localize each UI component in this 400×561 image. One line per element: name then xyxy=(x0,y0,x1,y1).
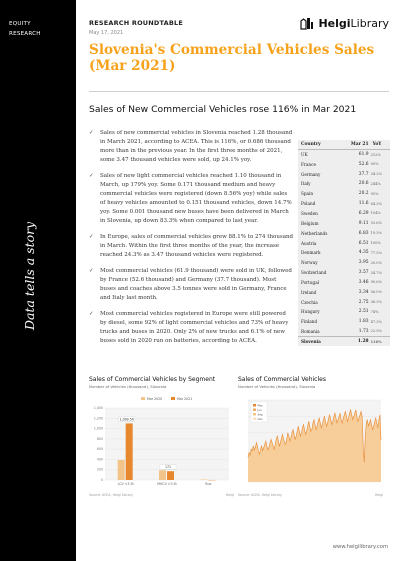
cell-value: 1.73 xyxy=(358,328,369,334)
table-row xyxy=(298,189,390,199)
cell-value: 9.11 xyxy=(358,220,369,226)
tag-line-2: RESEARCH xyxy=(9,31,41,37)
bullet-list xyxy=(89,129,294,353)
cell-country: Italy xyxy=(301,181,311,187)
legend-swatch xyxy=(253,418,256,421)
cell-yoy: 95% xyxy=(370,162,379,167)
cell-value: 3.34 xyxy=(358,289,369,295)
cell-country: France xyxy=(301,161,316,167)
research-label: RESEARCH ROUNDTABLE xyxy=(89,19,184,27)
table-row xyxy=(298,297,390,307)
cell-country: Portugal xyxy=(301,279,320,285)
cell-country: Norway xyxy=(301,260,318,266)
table-row xyxy=(298,268,390,278)
cell-country: Denmark xyxy=(301,250,321,256)
y-tick-label: 400 xyxy=(96,457,103,462)
monthly-chart-title: Sales of Commercial Vehicles xyxy=(238,376,326,383)
footer-url[interactable]: www.helgilibrary.com xyxy=(332,544,388,550)
x-tick-label: MHCV >3.5t xyxy=(157,482,177,486)
cell-country: UK xyxy=(301,152,308,158)
legend-swatch xyxy=(253,413,256,416)
header-country: Country xyxy=(298,140,341,150)
data-label: 1,099.50 xyxy=(119,417,134,422)
segment-bar-chart xyxy=(89,392,234,492)
cell-yoy: 20.0% xyxy=(370,260,382,265)
table-row xyxy=(298,218,390,228)
monthly-sales-chart xyxy=(238,376,383,497)
legend-swatch xyxy=(141,397,145,400)
table-row xyxy=(298,228,390,238)
y-tick-label: 600 xyxy=(96,447,103,452)
cell-country: Switzerland xyxy=(301,270,327,276)
cell-value: 6.51 xyxy=(358,240,369,246)
table-row xyxy=(298,307,390,317)
bullet-item: ✓ In Europe, sales of commercial vehicles grew 88.1% to 274 thousand in March. Within the first three months of the year, the increase reached 24.3% as 3.47 thousand vehicles were registered. xyxy=(89,233,294,260)
cell-country: Austria xyxy=(301,240,317,246)
table-row xyxy=(298,150,390,160)
logo-text: HelgiLibrary xyxy=(318,17,389,30)
cell-yoy: 244% xyxy=(370,181,381,186)
bar xyxy=(167,471,174,480)
table-header-row xyxy=(298,140,390,150)
y-tick-label: 1,400 xyxy=(93,406,103,410)
cell-value: 4.35 xyxy=(358,250,369,256)
bullet-item: ✓ Most commercial vehicles registered in Europe were still powered by diesel, some 92% of light commercial vehicles and 73% of heavy trucks and buses in 2020. Only 2% of new trucks and 6.1% of new buses sold in 2020 run on batteries, according to ACEA. xyxy=(89,310,294,346)
bar xyxy=(118,460,125,480)
cell-value: 1.28 xyxy=(341,337,370,347)
publish-date: May 17, 2021 xyxy=(89,30,124,36)
page-title: Slovenia's Commercial Vehicles Sales (Mar 2021) xyxy=(89,42,375,74)
cell-yoy: 64.3% xyxy=(370,201,382,206)
cell-value: 6.29 xyxy=(358,210,369,216)
cell-yoy: 74% xyxy=(370,309,379,314)
cell-value: 2.75 xyxy=(358,299,369,305)
cell-yoy: 116% xyxy=(370,337,390,347)
cell-country: Germany xyxy=(301,171,321,177)
table-row xyxy=(298,169,390,179)
cell-country: Sweden xyxy=(301,210,318,216)
bar xyxy=(126,423,133,480)
table-row xyxy=(298,248,390,258)
section-subtitle: Sales of New Commercial Vehicles rose 116% in Mar 2021 xyxy=(89,104,357,115)
segment-chart-source: Source: ACEA, Helgi Library xyxy=(89,493,133,497)
segment-chart-subtitle: Number of Vehicles (thousand), Slovenia xyxy=(89,384,167,389)
y-tick-label: 800 xyxy=(96,436,103,441)
table-row xyxy=(298,159,390,169)
segment-chart-title: Sales of Commercial Vehicles by Segment xyxy=(89,376,216,383)
cell-country: Czechia xyxy=(301,299,318,305)
cell-value: 37.7 xyxy=(358,171,369,177)
segment-chart-footer xyxy=(89,493,234,497)
cell-value: 20.2 xyxy=(358,191,369,197)
header-yoy: YoY xyxy=(370,140,390,150)
bar xyxy=(200,479,207,480)
table-row xyxy=(298,209,390,219)
y-tick-label: 200 xyxy=(96,467,103,472)
cell-yoy: 77.5% xyxy=(370,250,382,255)
cell-value: 3.95 xyxy=(358,260,369,266)
legend-label: Sep xyxy=(257,412,263,417)
y-tick-label: 0 xyxy=(100,478,103,482)
header xyxy=(89,19,389,39)
cell-yoy: 92.6% xyxy=(370,221,382,226)
cell-yoy: 36.3% xyxy=(370,300,382,305)
cell-yoy: 19.3% xyxy=(370,231,382,236)
cell-value: 2.51 xyxy=(358,309,369,315)
legend-label: Mar 2020 xyxy=(147,396,163,401)
segment-chart-logo: Helgi xyxy=(225,493,234,497)
table-row xyxy=(298,277,390,287)
cell-yoy: 100% xyxy=(370,241,381,246)
cell-yoy: 95% xyxy=(370,191,379,196)
cell-country: Romania xyxy=(301,328,320,334)
cell-yoy: 104% xyxy=(370,211,381,216)
data-label: 171 xyxy=(164,465,172,470)
cell-country: Belgium xyxy=(301,220,319,226)
left-sidebar xyxy=(0,0,76,561)
cell-country: Finland xyxy=(301,319,318,325)
monthly-area-chart xyxy=(238,392,383,492)
table-row xyxy=(298,238,390,248)
library-icon xyxy=(300,17,314,30)
country-sales-table xyxy=(298,140,390,346)
cell-country: Netherlands xyxy=(301,230,328,236)
cell-country: Hungary xyxy=(301,309,320,315)
cell-value: 11.6 xyxy=(358,201,369,207)
table-row xyxy=(298,258,390,268)
cell-country: Spain xyxy=(301,191,314,197)
bullet-item: ✓ Sales of new commercial vehicles in Slovenia reached 1.28 thousand in March 2021, according to ACEA. This is 116%, or 0.686 thousand more than in the previous year. In the first three months of 2021, some 3.47 thousand vehicles were sold, up 24.1% yoy. xyxy=(89,129,294,165)
table-row xyxy=(298,337,390,347)
legend-swatch xyxy=(253,409,256,412)
cell-yoy: 56.0% xyxy=(370,290,382,295)
cell-value: 6.83 xyxy=(358,230,369,236)
legend-label: Mar 2021 xyxy=(177,396,193,401)
table-row xyxy=(298,327,390,337)
x-tick-label: LCV <3.5t xyxy=(117,482,134,486)
y-tick-label: 1,000 xyxy=(93,426,103,431)
monthly-chart-source: Source: ACEA, Helgi Library xyxy=(238,493,282,497)
slogan: Data tells a story xyxy=(22,221,37,330)
cell-yoy: 47.3% xyxy=(370,319,382,324)
tag-line-1: EQUITY xyxy=(9,21,31,27)
cell-value: 3.46 xyxy=(358,279,369,285)
legend-label: Jun xyxy=(257,407,262,412)
cell-value: 61.9 xyxy=(358,152,369,158)
y-tick-label: 1,200 xyxy=(93,416,103,421)
section-tag xyxy=(9,19,71,39)
x-tick-label: Bus xyxy=(205,482,212,486)
bullet-item: ✓ Sales of new light commercial vehicles reached 1.10 thousand in March, up 179% yoy. Some 0.171 thousand medium and heavy commercial vehicles were registered (down 8.56% yoy) while sales of heavy vehicles amounted to 0.151 thousand vehicles, down 14.7% yoy. Some 0.001 thousand new buses have been delivered in March in Slovenia, up down 83.3% when compared to last year. xyxy=(89,172,294,226)
title-divider xyxy=(89,91,389,92)
table-row xyxy=(298,287,390,297)
cell-yoy: 34.7% xyxy=(370,270,382,275)
table-row xyxy=(298,179,390,189)
table-body xyxy=(298,150,390,347)
cell-country: Ireland xyxy=(301,289,317,295)
cell-value: 1.83 xyxy=(358,319,369,325)
monthly-chart-subtitle: Number of Vehicles (thousand), Slovenia xyxy=(238,384,316,389)
cell-country: Slovenia xyxy=(298,337,341,347)
legend-swatch xyxy=(171,397,175,400)
cell-value: 52.6 xyxy=(358,161,369,167)
cell-yoy: 212% xyxy=(370,152,381,157)
cell-value: 20.6 xyxy=(358,181,369,187)
cell-value: 3.57 xyxy=(358,270,369,276)
table-row xyxy=(298,317,390,327)
monthly-chart-footer xyxy=(238,493,383,497)
helgi-logo[interactable] xyxy=(300,17,389,30)
bar xyxy=(159,470,166,480)
cell-yoy: 34.2% xyxy=(370,172,382,177)
cell-yoy: 90.6% xyxy=(370,280,382,285)
legend-label: Mar xyxy=(257,403,263,408)
bullet-item: ✓ Most commercial vehicles (61.9 thousand) were sold in UK, followed by France (52.6 thousand) and Germany (37.7 thousand). Most buses and coaches above 3.5 tonnes were sold in Germany, France and Italy last month. xyxy=(89,267,294,303)
table-row xyxy=(298,199,390,209)
cell-country: Poland xyxy=(301,201,316,207)
legend-swatch xyxy=(253,404,256,407)
header-value: Mar 21 xyxy=(341,140,370,150)
segment-chart xyxy=(89,376,234,497)
monthly-chart-logo: Helgi xyxy=(374,493,383,497)
legend-label: Dec xyxy=(257,416,263,421)
cell-yoy: 22.9% xyxy=(370,329,382,334)
